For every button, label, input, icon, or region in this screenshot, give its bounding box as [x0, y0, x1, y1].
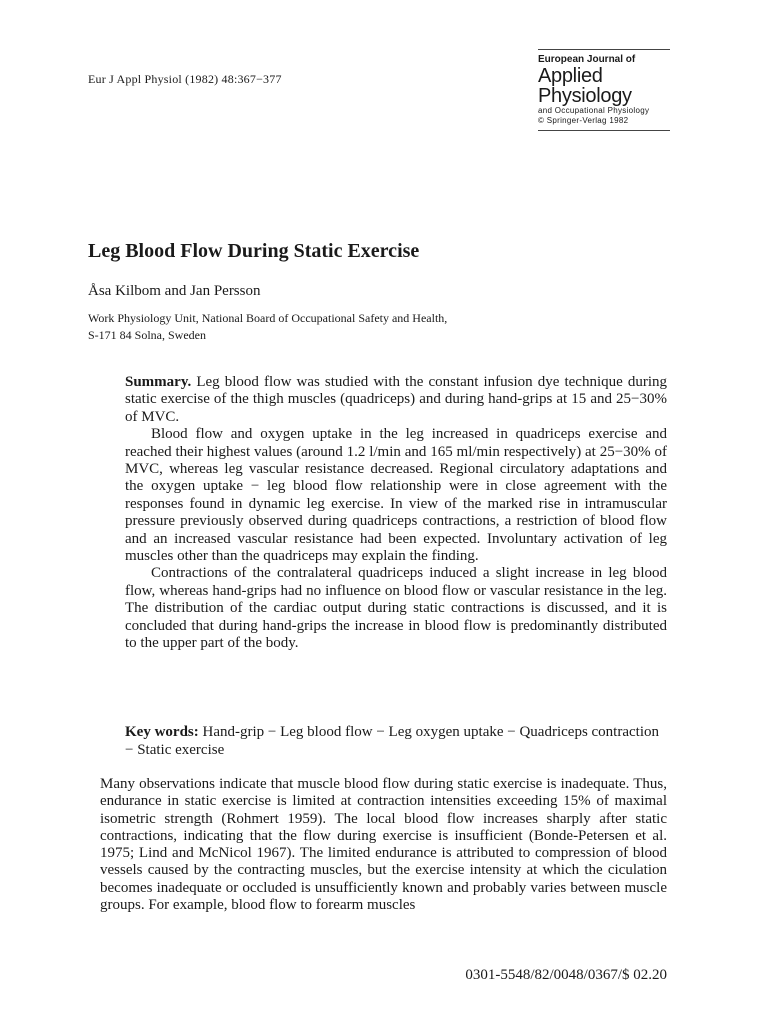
keywords-text: Hand-grip − Leg blood flow − Leg oxygen uptake − Quadriceps contraction − Static exercise: [125, 724, 659, 758]
journal-name-line1: Applied: [538, 65, 603, 87]
affiliation-line2: S-171 84 Solna, Sweden: [88, 328, 206, 342]
affiliation: [88, 310, 608, 344]
journal-rule-top: [538, 49, 670, 50]
keywords: [125, 723, 667, 759]
affiliation-line1: Work Physiology Unit, National Board of Occupational Safety and Health,: [88, 311, 448, 325]
citation-line: Eur J Appl Physiol (1982) 48:367−377: [88, 72, 282, 86]
journal-rule-bottom: [538, 130, 670, 131]
article-code: 0301-5548/82/0048/0367/$ 02.20: [465, 967, 667, 983]
body-paragraph: Many observations indicate that muscle blood flow during static exercise is inadequate. Thus, endurance in static exercise is limited at contraction intensities exceeding 15% of maximal isometric strength (Rohmert 1959). The local blood flow increases sharply after static contractions, indicating that the flow during exercise is insufficient (Bonde-Petersen et al. 1975; Lind and McNicol 1967). The limited endurance is attributed to compression of blood vessels caused by the contracting muscles, but the exercise intensity at which the ciculation becomes inadequate or occluded is unsufficiently known and probably varies between muscle groups. For example, blood flow to forearm muscles: [100, 776, 667, 914]
paper-title: Leg Blood Flow During Static Exercise: [88, 240, 420, 262]
journal-logo: [538, 49, 670, 131]
summary-heading: Summary.: [125, 374, 192, 390]
abstract-paragraph-3: Contractions of the contralateral quadriceps induced a slight increase in leg blood flow, whereas hand-grips had no influence on blood flow or vascular resistance in the leg. The distribution of the cardiac output during static contractions is discussed, and it is concluded that during hand-grips the increase in blood flow is predominantly distributed to the upper part of the body.: [125, 565, 667, 652]
journal-prefix: European Journal of: [538, 54, 636, 65]
journal-sub-line1: and Occupational Physiology: [538, 106, 650, 115]
keywords-heading: Key words:: [125, 724, 199, 740]
journal-copyright: © Springer-Verlag 1982: [538, 116, 629, 125]
journal-name-line2: Physiology: [538, 85, 632, 107]
authors: Åsa Kilbom and Jan Persson: [88, 283, 261, 299]
abstract: [125, 374, 667, 653]
abstract-paragraph-1: [125, 374, 667, 426]
abstract-paragraph-2: Blood flow and oxygen uptake in the leg increased in quadriceps exercise and reached their highest values (around 1.2 l/min and 165 ml/min respectively) at 25−30% of MVC, whereas leg vascular resistance decreased. Regional circulatory adaptations and the oxygen uptake − leg blood flow relationship were in close agreement with the responses found in dynamic leg exercise. In view of the marked rise in intramuscular pressure previously observed during quadriceps contractions, a restriction of blood flow and an increased vascular resistance had been expected. Involuntary activation of leg muscles other than the quadriceps may explain the finding.: [125, 426, 667, 565]
abstract-paragraph-1-text: Leg blood flow was studied with the constant infusion dye technique during static exercise of the thigh muscles (quadriceps) and during hand-grips at 15 and 25−30% of MVC.: [125, 374, 668, 425]
